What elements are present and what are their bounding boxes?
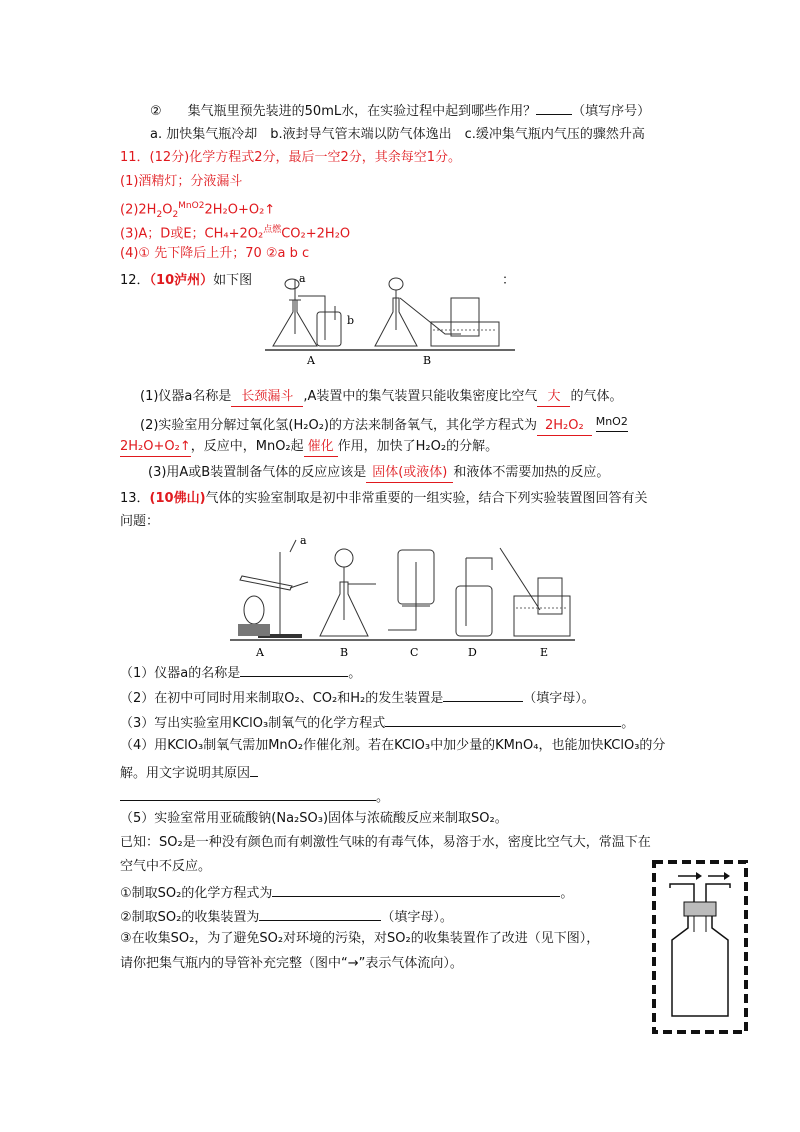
- q13-number: 13．: [120, 491, 150, 506]
- q12-label-a: a: [299, 272, 306, 285]
- ans11-header: 11．(12分)化学方程式2分，最后一空2分，其余每空1分。: [120, 150, 462, 165]
- q13-sub3-line2: 请你把集气瓶内的导管补充完整（图中“→”表示气体流向）。: [120, 956, 463, 971]
- q12-part1: [140, 388, 622, 407]
- q13-s2-end: （填字母）。: [381, 910, 453, 925]
- ans11-part3-post: CO₂+2H₂O: [281, 226, 351, 242]
- q12-p2-answer2: 2H₂O+O₂↑: [120, 438, 191, 457]
- q10-options: a. 加快集气瓶冷却 b.液封导气管末端以防气体逸出 c.缓冲集气瓶内气压的骤然升高: [150, 127, 645, 142]
- q12-p2-answer3: 催化: [304, 438, 338, 457]
- q13-label-a: a: [300, 534, 307, 547]
- q13-sub3-line1: ③在收集SO₂，为了避免SO₂对环境的污染，对SO₂的收集装置作了改进（见下图），: [120, 931, 600, 946]
- q13-label-C: C: [410, 646, 419, 659]
- q13-p2-end: （填字母）。: [523, 691, 595, 706]
- ans11-part3: [120, 221, 350, 243]
- q13-p4-blank[interactable]: [120, 786, 376, 801]
- q12-p3-answer: 固体(或液体): [366, 464, 453, 483]
- ans11-part1: (1)酒精灯；分液漏斗: [120, 174, 243, 189]
- q12-number: 12．: [120, 273, 150, 288]
- q13-s1-blank[interactable]: [272, 882, 560, 897]
- q12-p2-text3: 作用，加快了H₂O₂的分解。: [337, 439, 499, 454]
- q13-p4-blank-start[interactable]: [250, 762, 258, 777]
- q12-part3: [148, 464, 609, 483]
- q12-p1-text: (1)仪器a名称是: [140, 389, 232, 404]
- q13-title: [120, 490, 648, 508]
- q12-p2-answer1: 2H₂O₂: [537, 417, 592, 436]
- q13-part4-line1: （4）用KClO₃制氧气需加MnO₂作催化剂。若在KClO₃中加少量的KMnO₄，也能加快KClO₃的分: [120, 738, 666, 753]
- q10-answer-blank[interactable]: [536, 100, 572, 115]
- q12-stem-tail: ：: [502, 273, 516, 288]
- q12-label-b: b: [347, 314, 355, 327]
- q12-part2-line2: [120, 438, 498, 457]
- q13-sub1: [120, 882, 573, 903]
- q13-s1-text: ①制取SO₂的化学方程式为: [120, 886, 273, 901]
- q13-p2-text: （2）在初中可同时用来制取O₂、CO₂和H₂的发生装置是: [120, 691, 444, 706]
- so2-bottle-svg: [650, 858, 750, 1038]
- q13-s1-end: 。: [560, 886, 574, 901]
- q13-known-line1: 已知：SO₂是一种没有颜色而有刺激性气味的有毒气体，易溶于水，密度比空气大，常温下在: [120, 835, 651, 850]
- q13-p1-blank[interactable]: [240, 662, 348, 677]
- q13-sub2: [120, 906, 453, 927]
- q13-label-B: B: [340, 646, 349, 659]
- q12-source: （10泸州）: [149, 273, 214, 288]
- q13-p1-text: （1）仪器a的名称是: [120, 666, 241, 681]
- q13-part2: [120, 687, 595, 708]
- q12-p1-answer2: 大: [537, 388, 570, 407]
- q13-p1-end: 。: [348, 666, 362, 681]
- q13-p4-end: 。: [376, 790, 390, 805]
- q13-p3-end: 。: [621, 716, 635, 731]
- ans11-condition: 点燃: [263, 225, 282, 235]
- q13-part4-line2: [120, 762, 258, 783]
- q12-p1-text2: ,A装置中的集气装置只能收集密度比空气: [303, 389, 538, 404]
- ans11-part2-pre: (2)2H: [120, 202, 157, 218]
- q13-part4-line3: [120, 786, 389, 807]
- ans11-part3-pre: (3)A；D或E；CH₄+2O₂: [120, 226, 264, 242]
- ans11-part2: $(2)2H_2O_2^{MnO2}2H_2O+O_2↑$: [120, 201, 276, 220]
- q12-p1-text3: 的气体。: [570, 389, 623, 404]
- q13-part1: [120, 662, 361, 683]
- q12-apparatus-figure: [265, 272, 515, 372]
- q13-stem2: 问题：: [120, 514, 160, 529]
- q13-source: (10佛山): [149, 491, 206, 506]
- q12-label-B: B: [423, 354, 432, 367]
- q10-line: [150, 100, 650, 121]
- q12-stem: 如下图: [213, 273, 253, 288]
- q10-question-text: ② 集气瓶里预先装进的50mL水，在实验过程中起到哪些作用？: [150, 104, 537, 119]
- q13-p3-blank[interactable]: [385, 712, 621, 727]
- q13-known-line2: 空气中不反应。: [120, 859, 212, 874]
- q13-apparatus-svg: [230, 532, 575, 662]
- q13-label-E: E: [540, 646, 549, 659]
- q13-p4-text: 解。用文字说明其原因: [120, 766, 251, 781]
- q12-part2-line1: [140, 413, 628, 436]
- q13-part3: [120, 712, 634, 733]
- q13-p3-text: （3）写出实验室用KClO₃制氧气的化学方程式: [120, 716, 386, 731]
- q13-part5: （5）实验室常用亚硫酸钠(Na₂SO₃)固体与浓硫酸反应来制取SO₂。: [120, 811, 508, 826]
- q12-p2-text2: ，反应中，MnO₂起: [190, 439, 304, 454]
- q10-question-tail: （填写序号）: [572, 104, 651, 119]
- so2-bottle-figure: [650, 858, 750, 1038]
- q13-stem: 气体的实验室制取是初中非常重要的一组实验，结合下列实验装置图回答有关: [205, 491, 648, 506]
- q13-p2-blank[interactable]: [443, 687, 523, 702]
- q12-label-A: A: [307, 354, 315, 367]
- q12-p2-catalyst: MnO2: [596, 413, 628, 432]
- ans11-part4: (4)① 先下降后上升；70 ②a b c: [120, 246, 310, 261]
- q13-label-D: D: [468, 646, 477, 659]
- q12-title: [120, 272, 252, 290]
- q13-s2-text: ②制取SO₂的收集装置为: [120, 910, 260, 925]
- q12-apparatus-svg: [265, 272, 515, 372]
- q13-apparatus-figure: [230, 532, 575, 662]
- q12-p3-text: (3)用A或B装置制备气体的反应应该是: [148, 465, 367, 480]
- q13-s2-blank[interactable]: [259, 906, 381, 921]
- q12-p2-text: (2)实验室用分解过氧化氢(H₂O₂)的方法来制备氧气，其化学方程式为: [140, 418, 537, 433]
- ans11-part2-post: 2H₂O+O₂↑: [204, 202, 276, 218]
- ans11-catalyst: MnO2: [178, 201, 205, 211]
- q12-p3-text2: 和液体不需要加热的反应。: [453, 465, 610, 480]
- q12-p1-answer1: 长颈漏斗: [231, 388, 303, 407]
- q13-label-A: A: [256, 646, 264, 659]
